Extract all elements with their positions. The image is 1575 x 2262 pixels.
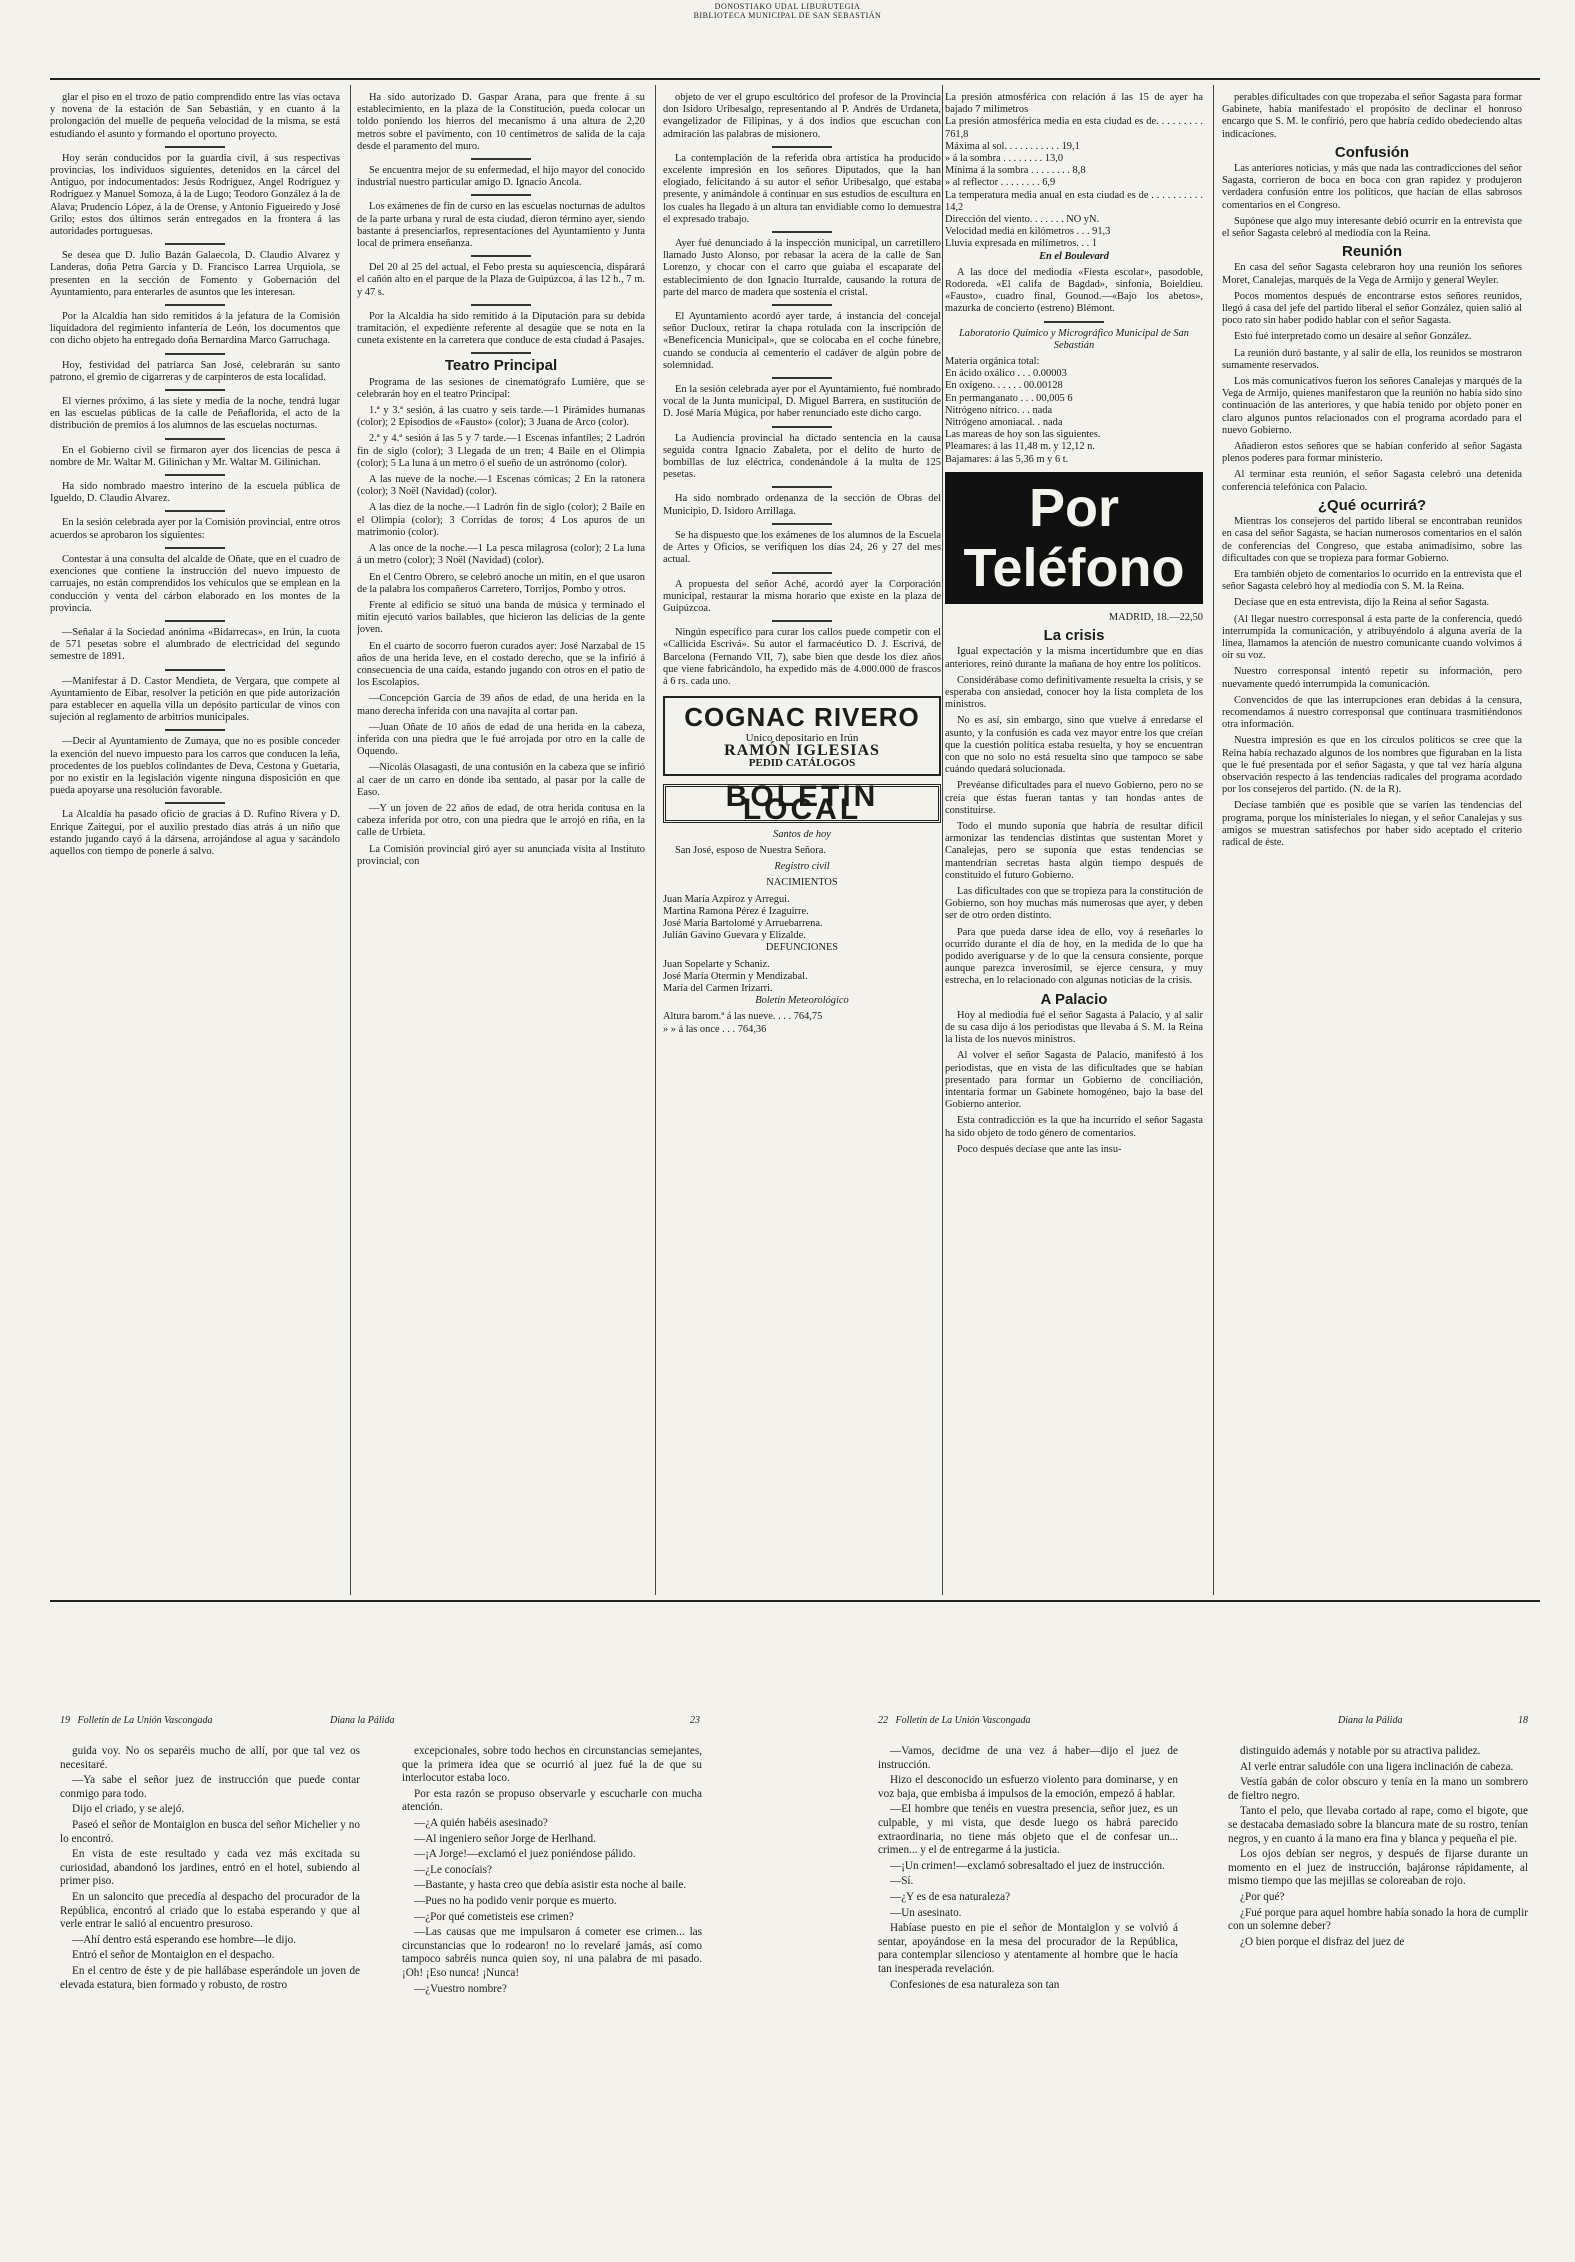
news-paragraph: La Audiencia provincial ha dictado sentencia en la causa seguida contra Ignacio Zabaleta, por el delito de hurto de bombillas de luz eléctrica, condenándole á la multa de 125 pesetas. xyxy=(663,432,941,481)
section-heading-que-ocurrira: ¿Qué ocurrirá? xyxy=(1317,496,1427,514)
column-divider xyxy=(350,85,351,1595)
news-paragraph: Añadieron estos señores que se habían conferido al señor Sagasta plenos poderes para formar ministerio. xyxy=(1222,441,1522,465)
news-paragraph: La contemplación de la referida obra artística ha producido excelente impresión en los señores Diputados, que la han elogiado, felicitando á su autor el señor Uribesalgo, que estaba presente, y animándole á continuar en sus estudios de escultura en los cuales ha llegado á un altura tan envidiable como lo demuestra el expresado trabajo. xyxy=(663,152,941,225)
separator xyxy=(165,438,225,440)
folletin-number: 22 xyxy=(878,1715,888,1726)
meteo-line: » al reflector . . . . . . . . 6,9 xyxy=(945,177,1056,189)
meteo-line: Mínima á la sombra . . . . . . . . 8,8 xyxy=(945,165,1086,177)
meteo-line: Dirección del viento. . . . . . . NO yN. xyxy=(945,214,1100,226)
boulevard-label: En el Boulevard xyxy=(1039,250,1109,262)
masthead-line-1: DONOSTIAKO UDAL LIBURUTEGIA xyxy=(714,2,861,11)
separator xyxy=(772,146,832,148)
separator xyxy=(165,620,225,622)
news-paragraph: Se desea que D. Julio Bazán Galaecola, D. Claudio Alvarez y Landeras, doña Petra García y D. Francisco Larrea Urquiola, se presenten en la sección de Fomento y Gobernación del Ayuntamiento, para enterarles de asuntos que les interesan. xyxy=(50,250,340,298)
masthead xyxy=(0,2,1575,20)
separator xyxy=(772,426,832,428)
separator xyxy=(772,231,832,233)
laboratorio-line: En permanganato . . . 00,005 6 xyxy=(945,392,1073,404)
separator xyxy=(772,620,832,622)
news-paragraph: Hoy, festividad del patriarca San José, celebrarán su santo patrono, el gremio de cigarreras y de carpinteros de esta localidad. xyxy=(50,359,340,383)
news-column-4 xyxy=(945,92,1203,1582)
folletin-paragraph: Tanto el pelo, que llevaba cortado al rape, como el bigote, que se destacaba demasiado sobre la blancura mate de su rostro, tenían negros, y en cuanto á la mano era fina y blanca y pequeña el pie. xyxy=(1228,1805,1528,1845)
defuncion-entry: Juan Sopelarte y Schaniz. xyxy=(663,958,770,970)
ad-line: PEDID CATÁLOGOS xyxy=(748,757,856,770)
news-paragraph: Ha sido nombrado maestro interino de la escuela pública de Igueldo, D. Claudio Alvarez. xyxy=(50,481,340,505)
separator xyxy=(471,304,531,306)
separator xyxy=(165,547,225,549)
laboratorio-line: En ácido oxálico . . . 0.00003 xyxy=(945,368,1067,380)
folletin-paragraph: —¿Y es de esa naturaleza? xyxy=(890,1890,1011,1903)
news-paragraph: —Señalar á la Sociedad anónima «Bidarrecas», en Irún, la cuota de 571 pesetas sobre el alumbrado de electricidad del segundo semestre de 1891. xyxy=(50,626,340,663)
meteo-line: La presión atmosférica media en esta ciudad es de. . . . . . . . . 761,8 xyxy=(945,116,1203,140)
folletin-header-2 xyxy=(878,1715,1528,1726)
santos-text: San José, esposo de Nuestra Señora. xyxy=(675,844,826,856)
news-paragraph: objeto de ver el grupo escultórico del profesor de la Provincia don Isidoro Uribesalgo, representando al P. Andrés de Urdaneta, evangelizador de Filipinas, y á dos indios que escuchan con admiración las palabras de misionero. xyxy=(663,92,941,140)
news-paragraph: —Nicolás Olasagasti, de una contusión en la cabeza que se infirió al caer de un carro en donde iba sentado, al pasar por la calle de Easo. xyxy=(357,762,645,798)
folletin-header-1 xyxy=(60,1715,700,1726)
news-paragraph: Los exámenes de fin de curso en las escuelas nocturnas de adultos de la parte urbana y rural de esta ciudad, dieron término ayer, siendo bastante á presenciarlos, representaciones del Ayuntamiento y Junta local de primera enseñanza. xyxy=(357,201,645,250)
column-divider xyxy=(1213,85,1214,1595)
news-paragraph: —Y un joven de 22 años de edad, de otra herida contusa en la cabeza inferida por otro, con una piedra que le arrojó en riña, en la calle de Urbieta. xyxy=(357,802,645,839)
laboratorio-line: Nitrógeno nítrico. . . nada xyxy=(945,404,1053,416)
news-paragraph: En la sesión celebrada ayer por la Comisión provincial, entre otros acuerdos se aprobaron los siguientes: xyxy=(50,517,340,541)
nacimiento-entry: Martina Ramona Pérez é Izaguirre. xyxy=(663,905,809,917)
news-paragraph: La reunión duró bastante, y al salir de ella, los reunidos se mostraron sumamente reservados. xyxy=(1222,347,1522,371)
nacimiento-entry: José María Bartolomé y Arruebarrena. xyxy=(663,917,823,929)
news-paragraph: —Manifestar á D. Castor Mendieta, de Vergara, que compete al Ayuntamiento de Eibar, resolver la petición en que pide autorización para establecer en aquella villa un depósito particular de vinos con sujeción al reglamento de arbitrios municipales. xyxy=(50,675,340,724)
news-column-5 xyxy=(1222,92,1522,1582)
folletin-paragraph: —Vamos, decidme de una vez á haber—dijo el juez de instrucción. xyxy=(878,1745,1178,1771)
news-paragraph: Era también objeto de comentarios lo ocurrido en la entrevista que el señor Sagasta celebró hoy al mediodía con S. M. la Reina. xyxy=(1222,568,1522,593)
ad-title: COGNAC RIVERO xyxy=(684,702,920,733)
news-paragraph: Las anteriores noticias, y más que nada las contradicciones del señor Sagasta, corrieron de boca en boca con gran rapidez y produjeron verdadera confusión entre los políticos, que hacían de ellas sabrosos comentarios en el Congreso. xyxy=(1222,163,1522,211)
news-paragraph: A las diez de la noche.—1 Ladrón fin de siglo (color); 2 Baile en el Olimpia (color); 3 Corridas de toros; 4 Los apuros de un matrimonio (color). xyxy=(357,502,645,538)
separator xyxy=(165,669,225,671)
news-paragraph: Convencidos de que las interrupciones eran debidas á la censura, recomendamos á nuestro corresponsal que continuara trasmitiéndonos otra información. xyxy=(1222,694,1522,731)
top-rule xyxy=(50,78,1540,80)
folletin-number: 19 xyxy=(60,1715,70,1726)
masthead-line-2: BIBLIOTECA MUNICIPAL DE SAN SEBASTIÁN xyxy=(693,11,882,20)
folletin-paragraph: Vestía gabán de color obscuro y tenía en la mano un sombrero de fieltro negro. xyxy=(1228,1776,1528,1802)
news-paragraph: Supónese que algo muy interesante debió ocurrir en la entrevista que el señor Sagasta celebró al mediodía con la Reina. xyxy=(1222,215,1522,240)
news-paragraph: Poco después decíase que ante las insu- xyxy=(957,1143,1122,1155)
news-paragraph: Al terminar esta reunión, el señor Sagasta celebró una detenida conferencia telefónica con Palacio. xyxy=(1222,469,1522,493)
news-paragraph: Igual expectación y la misma incertidumbre que en días anteriores, reinó durante la mañana de hoy entre los políticos. xyxy=(945,646,1203,670)
news-paragraph: Hoy serán conducidos por la guardia civil, á sus respectivas provincias, los individuos siguientes, detenidos en la cárcel del Antiguo, por indocumentados: Jesús Rodríguez, Angel Rodríguez y Rodríguez y Manuel Somoza, á la de Lugo; Teodoro González á la de Alava; Prudencio López, á la de Orense, y Antonio Figueiredo y José Grilo; estos dos últimos serán entregados en la frontera á las autoridades portuguesas. xyxy=(50,152,340,238)
folletin-paragraph: Los ojos debían ser negros, y después de fijarse durante un momento en el juez de instrucción, bajáronse rápidamente, al mismo tiempo que las mejillas se coloreaban de rojo. xyxy=(1228,1848,1528,1888)
news-paragraph: 1.ª y 3.ª sesión, á las cuatro y seis tarde.—1 Pirámides humanas (color); 2 Episodios de «Fausto» (color); 3 Juana de Arco (color). xyxy=(357,405,645,429)
separator xyxy=(772,572,832,574)
news-paragraph: En el Gobierno civil se firmaron ayer dos licencias de pesca á nombre de Mr. Waltar M. Gilinichan y Mr. Waltar M. Gilinichan. xyxy=(50,444,340,468)
defuncion-entry: José María Otermin y Mendizabal. xyxy=(663,970,808,982)
por-telefono-banner: Por Teléfono xyxy=(945,472,1203,604)
folletin-author: Diana la Pálida xyxy=(1338,1715,1403,1726)
folletin-paragraph: —¿Le conocíais? xyxy=(414,1863,492,1876)
folletin-column-1 xyxy=(60,1745,360,2245)
news-paragraph: A las once de la noche.—1 La pesca milagrosa (color); 2 La luna á un metro (color); 3 Noël (Navidad) (color). xyxy=(357,543,645,567)
folletin-page: 18 xyxy=(1518,1715,1528,1726)
folletin-paragraph: —Las causas que me impulsaron á cometer ese crimen... las circunstancias que lo rodearon! no lo revelaré jamás, así como tampoco sabréis nunca quien soy, ni una palabra de mi pasado. ¡Oh! ¡Eso nunca! ¡Nunca! xyxy=(402,1926,702,1979)
news-paragraph: Para que pueda darse idea de ello, voy á reseñarles lo ocurrido durante el día de hoy, en la medida de lo que ha podido averiguarse y de lo que la censura consiente, porque aunque parezca inverosímil, se ejerce censura, y muy estrecha, en lo relacionado con algunas noticias de la crisis. xyxy=(945,926,1203,987)
laboratorio-line: Materia orgánica total: xyxy=(945,356,1040,368)
laboratorio-label: Laboratorio Químico y Micrográfico Municipal de San Sebastián xyxy=(959,327,1189,351)
news-paragraph: A las nueve de la noche.—1 Escenas cómicas; 2 En la ratonera (color); 3 Noël (Navidad) (color). xyxy=(357,474,645,498)
news-paragraph: Por la Alcaldía ha sido remitido á la Diputación para su debida tramitación, el expediente referente al desagüe que se nota en la cuneta existente en la carretera que conduce de esta ciudad á Pasajes. xyxy=(357,310,645,347)
news-paragraph: Se ha dispuesto que los exámenes de los alumnos de la Escuela de Artes y Oficios, se verifiquen los días 24, 26 y 27 del mes actual. xyxy=(663,529,941,566)
folletin-paragraph: excepcionales, sobre todo hechos en circunstancias semejantes, que la primera idea que se ocurrió al juez fué la de que su interlocutor estaba loco. xyxy=(402,1745,702,1785)
separator xyxy=(165,243,225,245)
folletin-column-3 xyxy=(878,1745,1178,2245)
folletin-paragraph: —¿A quién habéis asesinado? xyxy=(414,1816,548,1829)
separator xyxy=(772,304,832,306)
news-paragraph: Ayer fué denunciado á la inspección municipal, un carretillero llamado Justo Alonso, por rebasar la acera de la calle de San Lorenzo, y chocar con el carro que guiaba el escaparate del establecimiento de don Ignacio Iturralde, causando la rotura de parte del marco de madera que sostenía el cristal. xyxy=(663,238,941,298)
defuncion-entry: María del Carmen Irizarri. xyxy=(663,982,773,994)
news-paragraph: La Comisión provincial giró ayer su anunciada visita al Instituto provincial, con xyxy=(357,843,645,867)
news-paragraph: Ningún específico para curar los callos puede competir con el «Callicida Escrivá». Su autor el farmacéutico D. J. Escrivá, de Barcelona (Fernando VII, 7), sabe bien que desde los diez años que viene fabricándolo, ha expedido más de 4.000.000 de frascos á 6 rs. cada uno. xyxy=(663,627,941,687)
santos-label: Santos de hoy xyxy=(773,828,831,840)
folletin-paragraph: En el centro de éste y de pie hallábase esperándole un joven de elevada estatura, bien formado y robusto, de rostro xyxy=(60,1964,360,1991)
separator xyxy=(165,474,225,476)
folletin-paragraph: —¿Vuestro nombre? xyxy=(414,1982,507,1995)
news-paragraph: En el Centro Obrero, se celebró anoche un mitin, en el que usaron de la palabra los compañeros Carretero, Torrijos, Pombo y otros. xyxy=(357,571,645,595)
news-paragraph: (Al llegar nuestro corresponsal á esta parte de la conferencia, quedó interrumpida la comunicación, y atribuyéndolo á alguna avería de la línea, llamamos la atención de nuestro comunicante cuando volvimos á oir su voz. xyxy=(1222,613,1522,662)
mareas-line: Las mareas de hoy son las siguientes. xyxy=(945,429,1101,441)
news-paragraph: Nuestro corresponsal intentó repetir su información, pero nuevamente quedó interrumpida la comunicación. xyxy=(1222,666,1522,690)
separator xyxy=(165,510,225,512)
column-divider xyxy=(942,85,943,1595)
folletin-paragraph: Dijo el criado, y se alejó. xyxy=(72,1803,185,1816)
separator xyxy=(471,158,531,160)
folletin-column-4 xyxy=(1228,1745,1528,2245)
separator xyxy=(165,802,225,804)
folletin-paragraph: En vista de este resultado y cada vez más excitada su curiosidad, abandonó los jardines, entró en el hotel, subiendo al primer piso. xyxy=(60,1848,360,1888)
news-paragraph: Del 20 al 25 del actual, el Febo presta su aquiescencia, dispárará el cañón alto en el parque de la Plaza de Guipúzcoa, á las 12 h., 7 m. y 47 s. xyxy=(357,262,645,298)
dateline: MADRID, 18.—22,50 xyxy=(1108,611,1203,623)
bottom-rule xyxy=(50,1600,1540,1602)
section-heading-confusion: Confusión xyxy=(1334,143,1410,161)
separator xyxy=(165,146,225,148)
folletin-paragraph: —¡Un crimen!—exclamó sobresaltado el juez de instrucción. xyxy=(890,1859,1165,1872)
folletin-paragraph: —¡A Jorge!—exclamó el juez poniéndose pálido. xyxy=(414,1848,636,1861)
news-paragraph: A propuesta del señor Aché, acordó ayer la Corporación municipal, restaurar la misma horario que existe en la plaza de Guipúzcoa. xyxy=(663,578,941,614)
news-paragraph: Los más comunicativos fueron los señores Canalejas y marqués de la Vega de Armijo, quienes manifestaron que la reunión no había sido sino continuación de las anteriores, y que había tenido por objeto poner en claro algunos puntos relacionados con el programa acordado para el nuevo Gobierno. xyxy=(1222,376,1522,436)
news-paragraph: Decíase también que es posible que se varíen las tendencias del programa, porque los ministeriales lo niegan, y el señor Canalejas y sus amigos se muestran satisfechos por haber sido aceptado el criterio radical de éste. xyxy=(1222,800,1522,848)
defunciones-label: DEFUNCIONES xyxy=(765,942,839,954)
mareas-line: Pleamares: á las 11,48 m. y 12,12 n. xyxy=(945,441,1095,453)
meteo-line: Velocidad media en kilómetros . . . 91,3 xyxy=(945,226,1111,238)
nacimiento-entry: Julián Gavino Guevara y Elizalde. xyxy=(663,930,806,942)
news-paragraph: No es así, sin embargo, sino que vuelve á enredarse el asunto, y la confusión es cada vez mayor entre los que creían que la cuestión política estaba resuelta, y hoy se encuentran con que no solo no está resuelta sino que tampoco se sabe cuándo quedará solucionada. xyxy=(945,715,1203,776)
news-paragraph: Prevéanse dificultades para el nuevo Gobierno, pero no se creía que éstas fueran tantas y tan hondas antes de constituirse. xyxy=(945,780,1203,816)
news-paragraph: En el cuarto de socorro fueron curados ayer: José Narzabal de 15 años de una herida leve, en el costado derecho, que se la infirió á consecuencia de una caída, estando jugando con otros en el patio de los Escolapios. xyxy=(357,640,645,689)
news-paragraph: —Decir al Ayuntamiento de Zumaya, que no es posible conceder la exención del nuevo impuesto para los carros que conducen la leña, procedentes de los pueblos colindantes de Deva, Cestona y Guetaria, por no existir en la legislación vigente ninguna disposición en que pueda apoyarse una resolución favorable. xyxy=(50,736,340,797)
news-paragraph: El Ayuntamiento acordó ayer tarde, á instancia del concejal señor Ducloux, retirar la chapa rotulada con la inscripción de «Beneficencia Municipal», que se colocaba en el coche fúnebre, cuando se conducía al cementerio el cadáver de algún pobre de solemnidad. xyxy=(663,311,941,371)
news-paragraph: 2.ª y 4.ª sesión á las 5 y 7 tarde.—1 Escenas infantiles; 2 Ladrón fin de siglo (color); 3 Llegada de un tren; 4 Baile en el Olimpia (color); 5 La luna á un metro ó el sueño de un astrónomo (color). xyxy=(357,433,645,469)
news-paragraph: Mientras los consejeros del partido liberal se encontraban reunidos en casa del señor Sagasta, se hacían numerosos comentarios en el salón de conferencias del Congreso, que estaba animadísimo, sobre las dificultades con que se tropieza para formar Gobierno. xyxy=(1222,516,1522,564)
meteo-line: La temperatura media anual en esta ciudad es de . . . . . . . . . . 14,2 xyxy=(945,189,1203,213)
news-paragraph: Ha sido autorizado D. Gaspar Arana, para que frente á su establecimiento, en la plaza de la Constitución, pueda colocar un toldo poniendo los hierros del mecanismo á una altura de 2,20 metros sobre el pavimento, con 10 centímetros de salida de la caja desde el paramento del muro. xyxy=(357,92,645,152)
separator xyxy=(772,486,832,488)
separator xyxy=(471,255,531,257)
separator xyxy=(165,353,225,355)
section-heading-palacio: A Palacio xyxy=(1040,990,1108,1008)
news-paragraph: —Juan Oñate de 10 años de edad de una herida en la cabeza, inferida con una piedra que le fué arrojada por otro en la calle de Oquendo. xyxy=(357,721,645,758)
news-paragraph: Esto fué interpretado como un desaire al señor González. xyxy=(1234,331,1472,343)
news-paragraph: Contestar á una consulta del alcalde de Oñate, que en el cuadro de exenciones que contiene la instrucción del nuevo impuesto de carruajes, no están comprendidos los vehículos que se emplean en la conducción y venta del cárbon elaborado en los montes de la provincia. xyxy=(50,553,340,614)
cognac-rivero-ad xyxy=(663,696,941,776)
folletin-paragraph: Habíase puesto en pie el señor de Montaiglon y se volvió á sentar, apoyándose en la mesa del procurador de la República, para contemplar silencioso y atentamente al hombre que le hacía tan inesperada revelación. xyxy=(878,1922,1178,1975)
folletin-paragraph: —Ya sabe el señor juez de instrucción que puede contar conmigo para todo. xyxy=(60,1774,360,1800)
folletin-paragraph: ¿Por qué? xyxy=(1240,1890,1285,1903)
folletin-paragraph: En un saloncito que precedía al despacho del procurador de la República, encontró al criado que lo estaba esperando y que al verle entrar le salió al encuentro presuroso. xyxy=(60,1890,360,1931)
separator xyxy=(1044,321,1104,323)
news-paragraph: Hoy al mediodía fué el señor Sagasta á Palacio, y al salir de su casa dijo á los periodistas que llevaba á S. M. la Reina la lista de los nuevos ministros. xyxy=(945,1009,1203,1046)
meteo-line: Lluvia expresada en milímetros. . . 1 xyxy=(945,238,1098,250)
folletin-paragraph: —Ahí dentro está esperando ese hombre—le dijo. xyxy=(72,1933,296,1946)
news-paragraph: Ha sido nombrado ordenanza de la sección de Obras del Municipio, D. Isidoro Arrillaga. xyxy=(663,493,941,517)
news-paragraph: Al volver el señor Sagasta de Palacio, manifestó á los periodistas, que en vista de las dificultades que se habían presentado para formar un Gobierno de conciliación, intentaría formar un Gabinete homogéneo, bajo la base del Gobierno anterior. xyxy=(945,1050,1203,1111)
news-paragraph: En la sesión celebrada ayer por el Ayuntamiento, fué nombrado vocal de la Junta municipal, D. Miguel Barrera, en sustitución de D. José María Múgica, por haber renunciado este dicho cargo. xyxy=(663,384,941,420)
mareas-line: Bajamares: á las 5,36 m y 6 t. xyxy=(945,453,1069,465)
meteo-line: » » á las once . . . 764,36 xyxy=(663,1023,767,1035)
section-heading-crisis: La crisis xyxy=(1043,627,1105,645)
news-column-1 xyxy=(50,92,340,1582)
section-heading-teatro: Teatro Principal xyxy=(444,357,558,375)
folletin-title: Folletín de La Unión Vascongada xyxy=(77,1715,213,1726)
news-paragraph: Se encuentra mejor de su enfermedad, el hijo mayor del conocido industrial nuestro particular amigo D. Ignacio Ancola. xyxy=(357,165,645,189)
folletin-author: Diana la Pálida xyxy=(330,1715,395,1726)
nacimiento-entry: Juan María Azpiroz y Arregui. xyxy=(663,893,790,905)
boulevard-text: A las doce del mediodía «Fiesta escolar», pasodoble, Rodoreda. «El califa de Bagdad», sinfonía, Boieldieu. «Fausto», cuadro final, Gounod.—«Bajo los abetos», mazurka de concierto (estreno) Blémont. xyxy=(945,266,1203,315)
folletin-paragraph: —Bastante, y hasta creo que debía asistir esta noche al baile. xyxy=(414,1879,687,1892)
separator xyxy=(165,304,225,306)
folletin-paragraph: —El hombre que tenéis en vuestra presencia, señor juez, es un culpable, y mi vista, que desde luego os habrá parecido extraordinaria, no tiene más objeto que el de confesar un... crimen... y el de entregarme á la justicia. xyxy=(878,1803,1178,1857)
news-column-3 xyxy=(663,92,941,1582)
ad-line: Unico depositario en Irún xyxy=(745,732,859,745)
folletin-paragraph: —¿Por qué cometisteis ese crimen? xyxy=(414,1910,574,1923)
news-paragraph: La Alcaldía ha pasado oficio de gracias á D. Rufino Rivera y D. Enrique Zaitegui, por el auxilio prestado días atrás á un niño que estando jugando cayó á la dársena, arrojándose al agua y sacándolo aquellos con tiempo de ponerle á salvo. xyxy=(50,809,340,857)
separator xyxy=(165,729,225,731)
meteo-label: Boletín Meteorológico xyxy=(755,995,849,1007)
folletin-paragraph: —Sí. xyxy=(890,1875,914,1888)
news-paragraph: Las dificultades con que se tropieza para la constitución de Gobierno, son hoy muchas más numerosas que ayer, y deben ser de otro orden distinto. xyxy=(945,885,1203,922)
folletin-paragraph: —Un asesinato. xyxy=(890,1906,962,1919)
folletin-paragraph: Al verle entrar saludóle con una ligera inclinación de cabeza. xyxy=(1240,1760,1514,1773)
folletin-paragraph: Confesiones de esa naturaleza son tan xyxy=(890,1978,1060,1991)
meteo-line: Máxima al sol. . . . . . . . . . . 19,1 xyxy=(945,140,1080,152)
news-paragraph: En casa del señor Sagasta celebraron hoy una reunión los señores Moret, Canalejas, marqués de la Vega de Armijo y general Weyler. xyxy=(1222,262,1522,286)
folletin-paragraph: distinguido además y notable por su atractiva palidez. xyxy=(1240,1745,1481,1757)
news-column-2 xyxy=(357,92,645,1582)
news-paragraph: Todo el mundo suponía que habría de resultar difícil armonizar las tendencias distintas que sustentan Moret y Canalejas, pero se suponía que estas tendencias se mantendrían secretas hasta algún tiempo después de constituido el futuro Gobierno. xyxy=(945,820,1203,881)
section-heading-reunion: Reunión xyxy=(1342,243,1402,261)
folletin-paragraph: guida voy. No os separéis mucho de allí, por que tal vez os necesitaré. xyxy=(60,1745,360,1771)
separator xyxy=(772,523,832,525)
separator xyxy=(471,194,531,196)
folletin-paragraph: Entró el señor de Montaiglon en el despacho. xyxy=(72,1949,275,1962)
folletin-paragraph: ¿Fué porque para aquel hombre había sonado la hora de cumplir con un solemne deber? xyxy=(1228,1906,1528,1933)
folletin-paragraph: —Pues no ha podido venir porque es muerto. xyxy=(414,1894,617,1907)
nacimientos-label: NACIMIENTOS xyxy=(766,877,838,889)
separator xyxy=(165,389,225,391)
column-divider xyxy=(655,85,656,1595)
news-paragraph: Decíase que en esta entrevista, dijo la Reina al señor Sagasta. xyxy=(1234,597,1490,609)
ad-name: RAMÓN IGLESIAS xyxy=(724,742,880,760)
meteo-line: » á la sombra . . . . . . . . 13,0 xyxy=(945,153,1064,165)
folletin-title: Folletín de La Unión Vascongada xyxy=(895,1715,1031,1726)
meteo-line: Altura barom.ª á las nueve. . . . 764,75 xyxy=(663,1011,823,1023)
folletin-page: 23 xyxy=(690,1715,700,1726)
news-paragraph: glar el piso en el trozo de patio comprendido entre las vías octava y novena de la estación de San Sebastián, y en cuanto á la prolongación del muelle de pequeña velocidad de la misma, se está estudiando el asunto y formando el oportuno proyecto. xyxy=(50,92,340,140)
boletin-local-heading: BOLETIN LOCAL xyxy=(663,784,941,822)
news-paragraph: Esta contradicción es la que ha incurrido el señor Sagasta ha sido objeto de todo género de comentarios. xyxy=(945,1115,1203,1139)
news-paragraph: —Concepción García de 39 años de edad, de una herida en la mano derecha inferida con una navajita al cortar pan. xyxy=(357,693,645,717)
news-paragraph: El viernes próximo, á las siete y media de la noche, tendrá lugar en las escuelas públicas de la calle de Peñaflorida, el acto de la distribución de premios á los alumnos de las escuelas nocturnas. xyxy=(50,396,340,432)
folletin-paragraph: —Al ingeniero señor Jorge de Herlhand. xyxy=(414,1832,596,1845)
separator xyxy=(772,377,832,379)
registro-civil-label: Registro civil xyxy=(774,861,830,873)
folletin-paragraph: Paseó el señor de Montaiglon en busca del señor Michelier y no lo encontró. xyxy=(60,1818,360,1845)
folletin-paragraph: Hizo el desconocido un esfuerzo violento para dominarse, y en voz baja, que embisba á impulsos de la emoción, empezó á hablar. xyxy=(878,1774,1178,1800)
folletin-paragraph: ¿O bien porque el disfraz del juez de xyxy=(1240,1935,1405,1948)
news-paragraph: perables dificultades con que tropezaba el señor Sagasta para formar Gabinete, había manifestado el propósito de declinar el honroso encargo que S. M. le confirió, pero que habría cedido obedeciendo altas indicaciones. xyxy=(1222,92,1522,140)
news-paragraph: Programa de las sesiones de cinematógrafo Lumière, que se celebrarán hoy en el teatro Principal: xyxy=(357,376,645,400)
laboratorio-line: Nitrógeno amoniacal. . nada xyxy=(945,417,1063,429)
news-paragraph: Nuestra impresión es que en los círculos políticos se cree que la Reina había rechazado algunos de los nombres que figuraban en la lista que le fué presentada por el señor Sagasta, y que tal vez haría alguna observación respecto á las tendencias radicales del programa acordado por los consejeros del partido. (N. de la R). xyxy=(1222,735,1522,796)
folletin-column-2 xyxy=(402,1745,702,2245)
meteo-line: La presión atmosférica con relación á las 15 de ayer ha bajado 7 milímetros xyxy=(945,92,1203,116)
news-paragraph: Pocos momentos después de encontrarse estos señores reunidos, llegó á casa del jefe del partido liberal el señor González, quien salió al poco rato sin haber podido hablar con el señor Sagasta. xyxy=(1222,290,1522,327)
news-paragraph: Considérábase como definitivamente resuelta la crisis, y se esperaba con ansiedad, conocer hoy la lista completa de los ministros. xyxy=(945,674,1203,711)
separator xyxy=(471,352,531,354)
news-paragraph: Frente al edificio se situó una banda de música y terminado el mitin ejecutó varios bailables, que hicieron las delicias de la gente joven. xyxy=(357,599,645,636)
folletin-paragraph: Por esta razón se propuso observarle y escucharle con mucha atención. xyxy=(402,1787,702,1814)
laboratorio-line: En oxígeno. . . . . . 00.00128 xyxy=(945,380,1063,392)
news-paragraph: Por la Alcaldía han sido remitidos á la jefatura de la Comisión liquidadora del regimiento infantería de León, los documentos que con dicho objeto ha entregado doña Bernardina Marco Garruchaga. xyxy=(50,311,340,347)
